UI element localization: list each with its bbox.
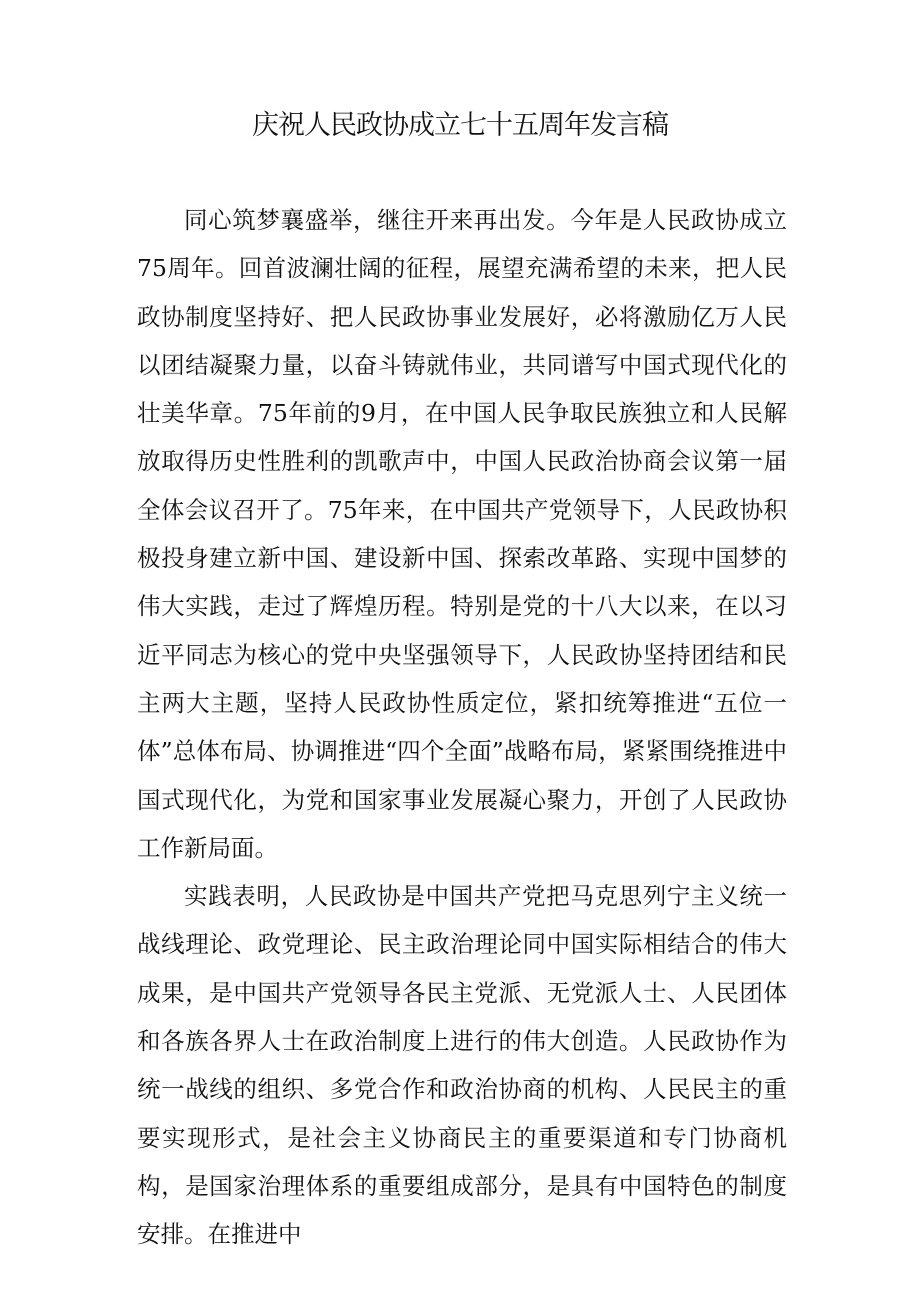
paragraph-1: 同心筑梦襄盛举，继往开来再出发。今年是人民政协成立75周年。回首波澜壮阔的征程，展望充满希望的未来，把人民政协制度坚持好、把人民政协事业发展好，必将激励亿万人民以团结凝聚力量，以奋斗铸就伟业，共同谱写中国式现代化的壮美华章。75年前的9月，在中国人民争取民族独立和人民解放取得历史性胜利的凯歌声中，中国人民政治协商会议第一届全体会议召开了。75年来，在中国共产党领导下，人民政协积极投身建立新中国、建设新中国、探索改革路、实现中国梦的伟大实践，走过了辉煌历程。特别是党的十八大以来，在以习近平同志为核心的党中央坚强领导下，人民政协坚持团结和民主两大主题，坚持人民政协性质定位，紧扣统筹推进“五位一体”总体布局、协调推进“四个全面”战略布局，紧紧围绕推进中国式现代化，为党和国家事业发展凝心聚力，开创了人民政协工作新局面。 [137,206,787,862]
document-title: 庆祝人民政协成立七十五周年发言稿 [252,110,668,141]
document-body [137,196,787,1259]
paragraph-2: 实践表明，人民政协是中国共产党把马克思列宁主义统一战线理论、政党理论、民主政治理论同中国实际相结合的伟大成果，是中国共产党领导各民主党派、无党派人士、人民团体和各族各界人士在政治制度上进行的伟大创造。人民政协作为统一战线的组织、多党合作和政治协商的机构、人民民主的重要实现形式，是社会主义协商民主的重要渠道和专门协商机构，是国家治理体系的重要组成部分，是具有中国特色的制度安排。在推进中 [137,882,787,1249]
